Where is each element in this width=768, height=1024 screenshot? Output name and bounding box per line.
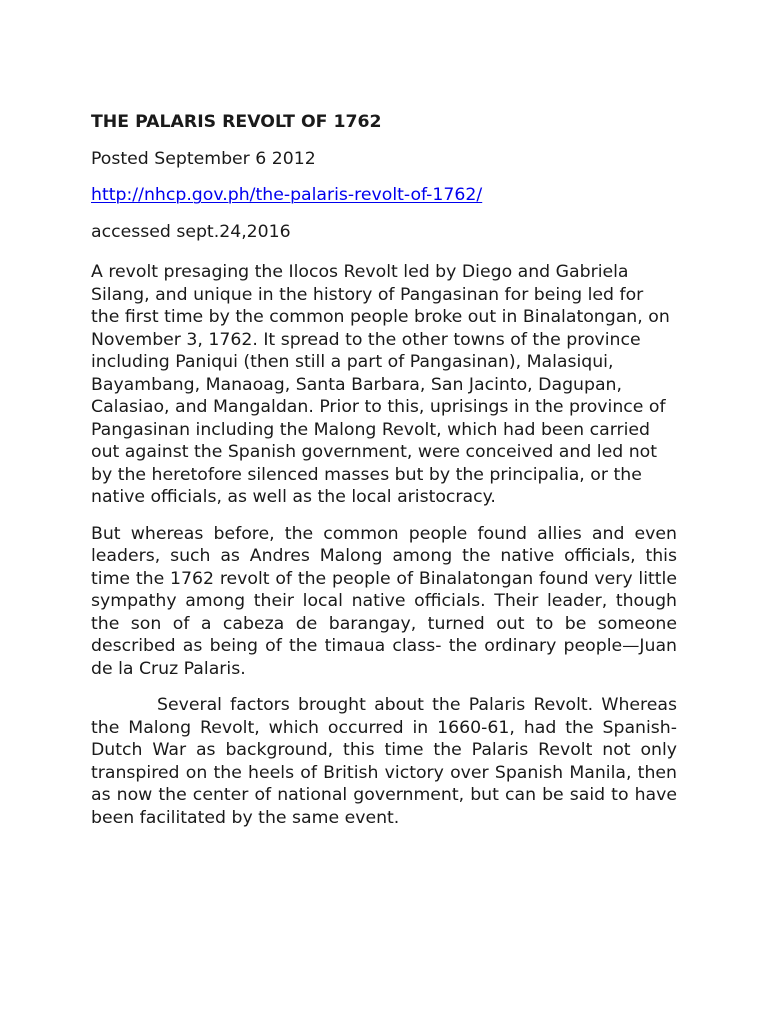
source-link-line xyxy=(91,184,677,207)
document-page xyxy=(91,111,677,843)
paragraph-1: A revolt presaging the Ilocos Revolt led by Diego and Gabriela Silang, and unique in the history of Pangasinan for being led for the first time by the common people broke out in Binalatongan, on November 3, 1762. It spread to the other towns of the province including Paniqui (then still a part of Pangasinan), Malasiqui, Bayambang, Manaoag, Santa Barbara, San Jacinto, Dagupan, Calasiao, and Mangaldan. Prior to this, uprisings in the province of Pangasinan including the Malong Revolt, which had been carried out against the Spanish government, were conceived and led not by the heretofore silenced masses but by the principalia, or the native officials, as well as the local aristocracy. xyxy=(91,262,670,507)
document-title: THE PALARIS REVOLT OF 1762 xyxy=(91,112,382,132)
accessed-date: accessed sept.24,2016 xyxy=(91,221,291,242)
source-link[interactable]: http://nhcp.gov.ph/the-palaris-revolt-of-1762/ xyxy=(91,185,483,205)
paragraph-2: But whereas before, the common people found allies and even leaders, such as Andres Malong among the native officials, this time the 1762 revolt of the people of Binalatongan found very little sympathy among their local native officials. Their leader, though the son of a cabeza de barangay, turned out to be someone described as being of the timaua class- the ordinary people—Juan de la Cruz Palaris. xyxy=(91,523,677,679)
paragraph-3: Several factors brought about the Palaris Revolt. Whereas the Malong Revolt, which occurred in 1660-61, had the Spanish-Dutch War as background, this time the Palaris Revolt not only transpired on the heels of British victory over Spanish Manila, then as now the center of national government, but can be said to have been facilitated by the same event. xyxy=(91,695,677,828)
posted-date: Posted September 6 2012 xyxy=(91,148,316,169)
